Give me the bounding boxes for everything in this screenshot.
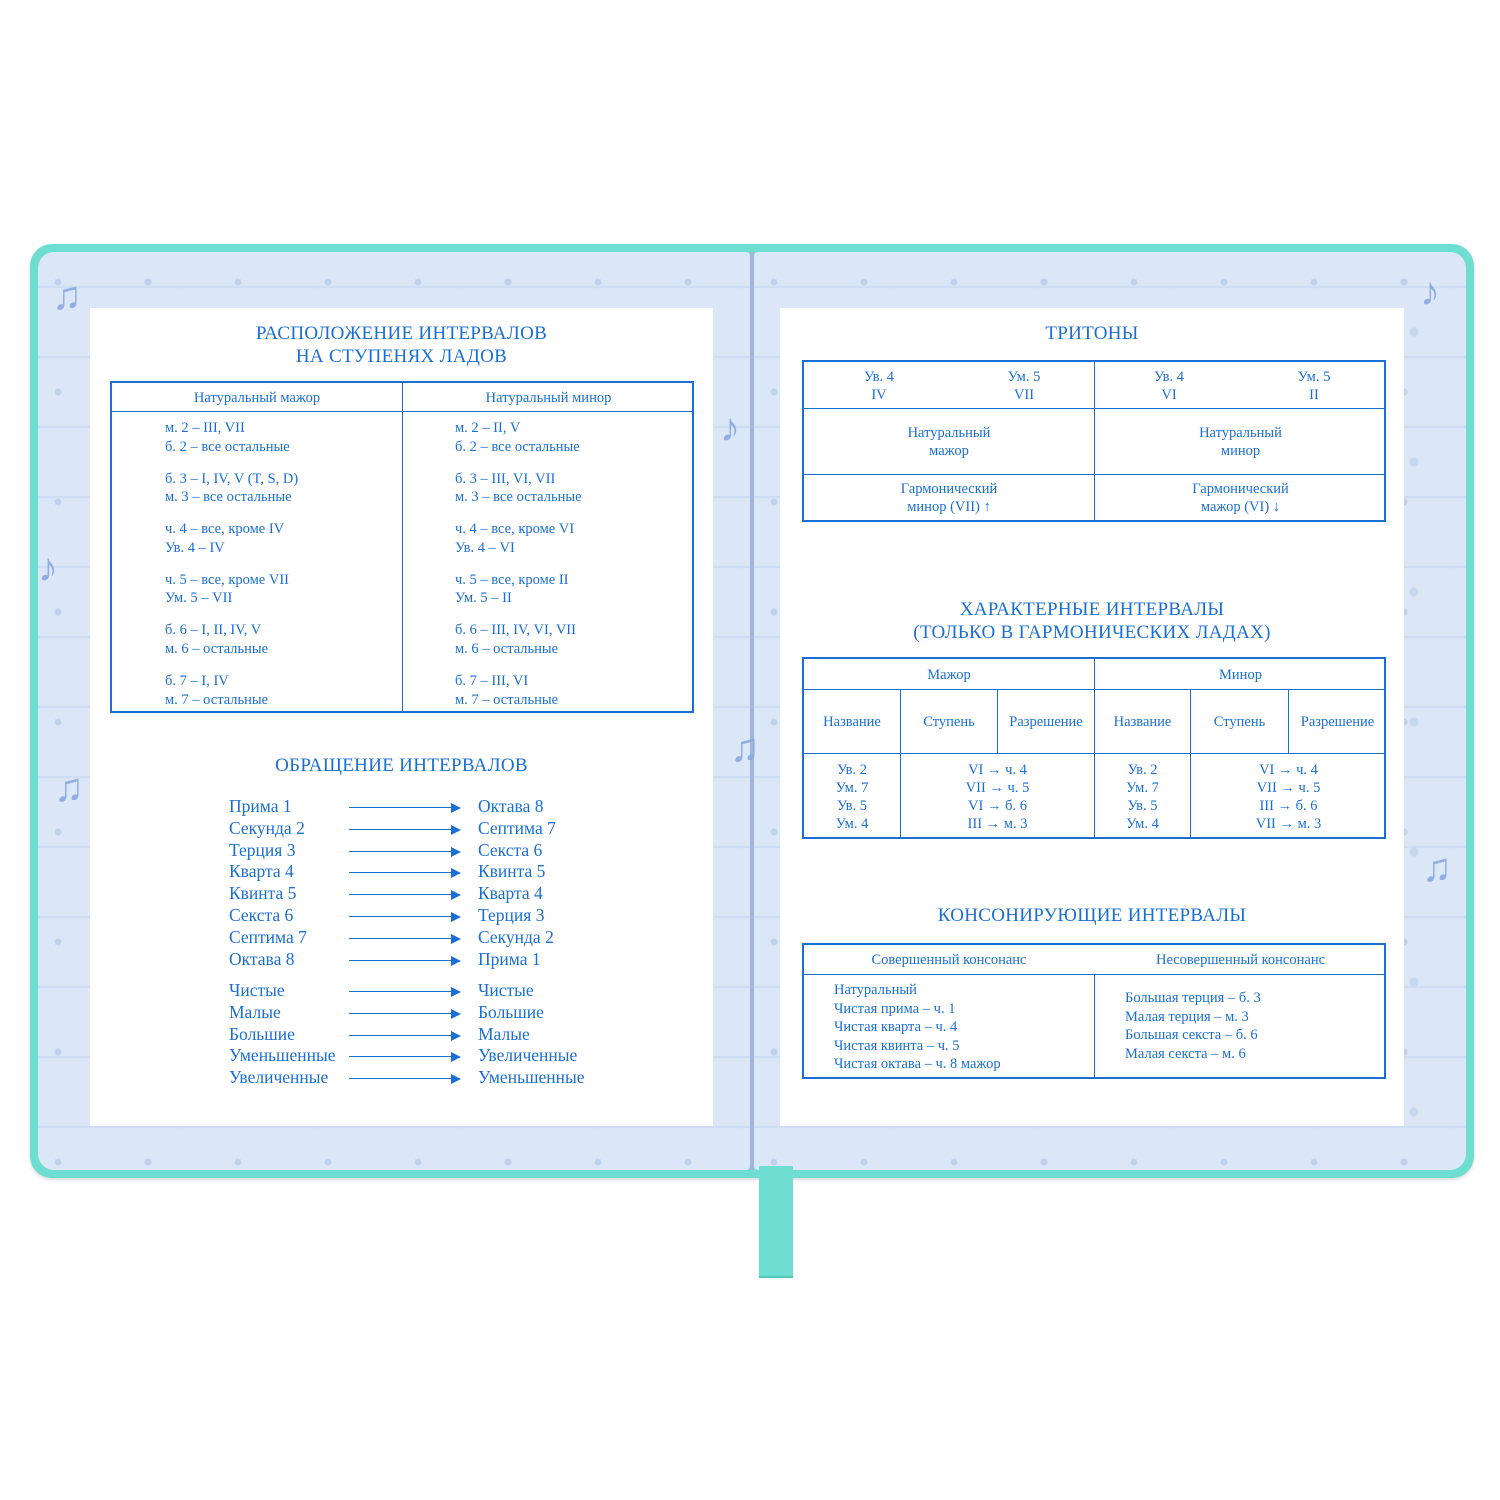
inverted-quality-name: Большие xyxy=(478,1001,544,1022)
quality-name: Уменьшенные xyxy=(229,1045,336,1066)
title-characteristic xyxy=(780,598,1404,644)
interval-line: б. 7 – I, IV xyxy=(165,673,229,689)
inverted-quality-name: Уменьшенные xyxy=(478,1067,585,1088)
consonance-item: Большая секста – б. 6 xyxy=(1125,1027,1258,1043)
col-imperfect: Несовершенный консонанс xyxy=(1155,952,1326,968)
spine xyxy=(750,252,754,1170)
interval-group xyxy=(455,621,576,658)
arrow-right-icon xyxy=(349,1024,461,1046)
interval-line: ч. 4 – все, кроме VI xyxy=(455,521,575,538)
inverted-interval-name: Секста 6 xyxy=(478,839,543,860)
inverted-interval-name: Октава 8 xyxy=(478,796,544,816)
col-header-minor: Натуральный минор xyxy=(485,390,612,406)
interval-line: б. 3 – I, IV, V (T, S, D) xyxy=(165,470,299,487)
interval-group xyxy=(165,419,290,456)
interval-line: ч. 4 – все, кроме IV xyxy=(165,521,285,538)
header-minor: Минор xyxy=(1219,667,1262,683)
interval-line: м. 7 – остальные xyxy=(455,691,559,708)
interval-group xyxy=(165,571,289,608)
title-consonant: КОНСОНИРУЮЩИЕ ИНТЕРВАЛЫ xyxy=(937,905,1247,926)
title-tritones: ТРИТОНЫ xyxy=(1045,323,1139,344)
arrow-right-icon xyxy=(349,905,461,927)
resolution: VI → ч. 4 xyxy=(1259,762,1318,778)
interval-name: Ум. 4 xyxy=(1126,816,1159,832)
interval-group xyxy=(455,672,558,709)
quality-name: Малые xyxy=(229,1001,281,1022)
tritone-cell: Гармонический мажор (VI) ↓ xyxy=(1192,481,1289,515)
arrow-right-icon xyxy=(349,861,461,883)
interval-name: Ув. 2 xyxy=(1127,762,1158,778)
col-name: Название xyxy=(823,714,881,730)
inverted-interval-name: Септима 7 xyxy=(478,817,556,838)
quality-name: Чистые xyxy=(229,980,285,1000)
left-page xyxy=(90,308,713,1126)
quality-left-list xyxy=(229,980,336,1089)
ribbon-bookmark xyxy=(759,1166,793,1278)
inverted-interval-name: Секунда 2 xyxy=(478,926,554,947)
col-degree: Ступень xyxy=(1213,714,1266,730)
interval-name: Квинта 5 xyxy=(229,883,297,904)
consonance-item: Малая секста – м. 6 xyxy=(1125,1045,1246,1062)
music-note-icon: ♪ xyxy=(720,405,740,450)
major-resolutions xyxy=(901,761,1094,833)
col-perfect: Совершенный консонанс xyxy=(871,952,1027,968)
interval-name: Ум. 4 xyxy=(835,816,869,832)
characteristic-table xyxy=(802,657,1386,839)
arrow-right-icon xyxy=(349,818,461,840)
interval-line: ч. 5 – все, кроме VII xyxy=(165,571,289,588)
imperfect-list xyxy=(1125,989,1261,1063)
interval-line: Ум. 5 – VII xyxy=(165,590,233,607)
music-note-icon: ♫ xyxy=(1422,845,1452,890)
col-header-major: Натуральный мажор xyxy=(193,390,321,406)
arrow-right-icon xyxy=(349,883,461,905)
interval-name: Секста 6 xyxy=(229,904,294,925)
perfect-list xyxy=(834,981,1001,1074)
consonance-item: Малая терция – м. 3 xyxy=(1125,1008,1249,1025)
interval-group xyxy=(165,621,268,658)
tritone-cell: Гармонический минор (VII) ↑ xyxy=(900,481,998,515)
inverted-quality-name: Увеличенные xyxy=(478,1045,578,1066)
interval-line: м. 3 – все остальные xyxy=(165,489,292,506)
interval-line: Ув. 4 – IV xyxy=(165,539,225,556)
interval-name: Секунда 2 xyxy=(229,817,305,838)
arrow-right-icon xyxy=(349,1045,461,1067)
interval-group xyxy=(165,672,268,709)
interval-line: м. 6 – остальные xyxy=(165,640,269,657)
major-names xyxy=(804,761,900,833)
title-inversions: ОБРАЩЕНИЕ ИНТЕРВАЛОВ xyxy=(275,755,528,776)
col-degree: Ступень xyxy=(923,714,975,730)
arrow-right-icon xyxy=(349,840,461,862)
interval-group xyxy=(165,470,298,507)
interval-line: ч. 5 – все, кроме II xyxy=(455,571,569,588)
quality-name: Большие xyxy=(229,1023,295,1044)
music-note-icon: ♪ xyxy=(1420,269,1440,314)
interval-line: м. 2 – II, V xyxy=(455,420,521,436)
music-note-icon: ♫ xyxy=(54,765,84,810)
interval-name: Ув. 5 xyxy=(837,798,867,814)
resolution: VI → ч. 4 xyxy=(968,762,1027,778)
interval-name: Ув. 5 xyxy=(1127,798,1158,814)
consonance-item: Большая терция – б. 3 xyxy=(1125,990,1261,1006)
interval-name: Ум. 7 xyxy=(835,780,869,796)
resolution: VII → м. 3 xyxy=(1255,816,1322,832)
tritone-cell: Ув. 4 IV xyxy=(864,369,894,403)
interval-line: м. 2 – III, VII xyxy=(165,420,245,436)
notebook-spread xyxy=(30,244,1474,1178)
interval-name: Ум. 7 xyxy=(1126,780,1159,796)
interval-group xyxy=(455,470,582,507)
title-interval-placement xyxy=(90,322,713,368)
title-line: (ТОЛЬКО В ГАРМОНИЧЕСКИХ ЛАДАХ) xyxy=(913,622,1271,643)
interval-group xyxy=(455,520,574,557)
interval-name: Ув. 2 xyxy=(837,762,867,778)
col-resolution: Разрешение xyxy=(1300,714,1375,730)
arrow-right-icon xyxy=(349,927,461,949)
arrow-right-icon xyxy=(349,1067,461,1089)
music-note-icon: ♫ xyxy=(730,725,760,770)
col-name: Название xyxy=(1113,714,1172,730)
inversion-left-list xyxy=(229,796,307,970)
inverted-quality-name: Чистые xyxy=(478,980,534,1000)
interval-name: Прима 1 xyxy=(229,796,292,816)
header-major: Мажор xyxy=(927,667,971,683)
interval-line: м. 7 – остальные xyxy=(165,691,269,708)
resolution: VI → б. 6 xyxy=(968,798,1027,814)
inverted-quality-name: Малые xyxy=(478,1023,530,1044)
interval-name: Октава 8 xyxy=(229,948,295,969)
arrow-right-icon xyxy=(349,980,461,1002)
interval-line: б. 2 – все остальные xyxy=(455,438,580,455)
arrow-right-icon xyxy=(349,1002,461,1024)
tritone-cell: Натуральный минор xyxy=(1199,425,1282,459)
quality-right-list xyxy=(478,980,585,1089)
inverted-interval-name: Терция 3 xyxy=(478,904,545,925)
tritones-table xyxy=(802,360,1386,522)
tritone-cell: Ум. 5 II xyxy=(1297,369,1331,403)
consonance-item: Чистая прима – ч. 1 xyxy=(834,1000,956,1017)
resolution: VII → ч. 5 xyxy=(1256,780,1321,796)
interval-line: м. 6 – остальные xyxy=(455,640,559,657)
resolution: III → б. 6 xyxy=(1259,798,1318,814)
inversion-right-list xyxy=(478,796,556,970)
tritone-cell: Натуральный мажор xyxy=(907,425,991,459)
quality-name: Увеличенные xyxy=(229,1067,329,1088)
tritone-cell: Ум. 5 VII xyxy=(1007,369,1041,403)
inverted-interval-name: Кварта 4 xyxy=(478,883,543,904)
interval-line: б. 6 – III, IV, VI, VII xyxy=(455,622,576,639)
interval-line: м. 3 – все остальные xyxy=(455,489,582,506)
consonance-item: Натуральный xyxy=(834,982,917,998)
interval-name: Септима 7 xyxy=(229,926,307,947)
music-note-icon: ♪ xyxy=(38,545,58,590)
interval-group xyxy=(455,419,580,456)
tritone-cell: Ув. 4 VI xyxy=(1154,369,1184,403)
minor-names xyxy=(1095,761,1190,833)
interval-line: б. 3 – III, VI, VII xyxy=(455,470,556,487)
right-page xyxy=(780,308,1404,1126)
consonance-item: Чистая кварта – ч. 4 xyxy=(834,1019,958,1035)
title-line: РАСПОЛОЖЕНИЕ ИНТЕРВАЛОВ xyxy=(255,323,548,344)
resolution: III → м. 3 xyxy=(967,816,1028,832)
interval-name: Кварта 4 xyxy=(229,861,294,882)
minor-resolutions xyxy=(1191,761,1386,833)
interval-group xyxy=(455,571,569,608)
inverted-interval-name: Квинта 5 xyxy=(478,861,546,882)
placement-table xyxy=(110,381,694,713)
consonant-table xyxy=(802,943,1386,1079)
consonance-item: Чистая октава – ч. 8 мажор xyxy=(834,1056,1001,1072)
consonance-item: Чистая квинта – ч. 5 xyxy=(834,1037,960,1054)
music-note-icon: ♫ xyxy=(52,273,82,318)
interval-line: Ум. 5 – II xyxy=(455,590,512,607)
arrow-right-icon xyxy=(349,949,461,971)
interval-line: Ув. 4 – VI xyxy=(455,539,515,556)
interval-name: Терция 3 xyxy=(229,839,296,860)
title-line: ХАРАКТЕРНЫЕ ИНТЕРВАЛЫ xyxy=(959,599,1225,620)
interval-line: б. 6 – I, II, IV, V xyxy=(165,622,262,639)
inverted-interval-name: Прима 1 xyxy=(478,948,541,969)
col-resolution: Разрешение xyxy=(1009,714,1083,730)
interval-group xyxy=(165,520,284,557)
interval-line: б. 2 – все остальные xyxy=(165,438,290,455)
interval-line: б. 7 – III, VI xyxy=(455,673,529,689)
arrow-right-icon xyxy=(349,796,461,818)
title-line: НА СТУПЕНЯХ ЛАДОВ xyxy=(295,346,508,367)
resolution: VII → ч. 5 xyxy=(965,780,1030,796)
